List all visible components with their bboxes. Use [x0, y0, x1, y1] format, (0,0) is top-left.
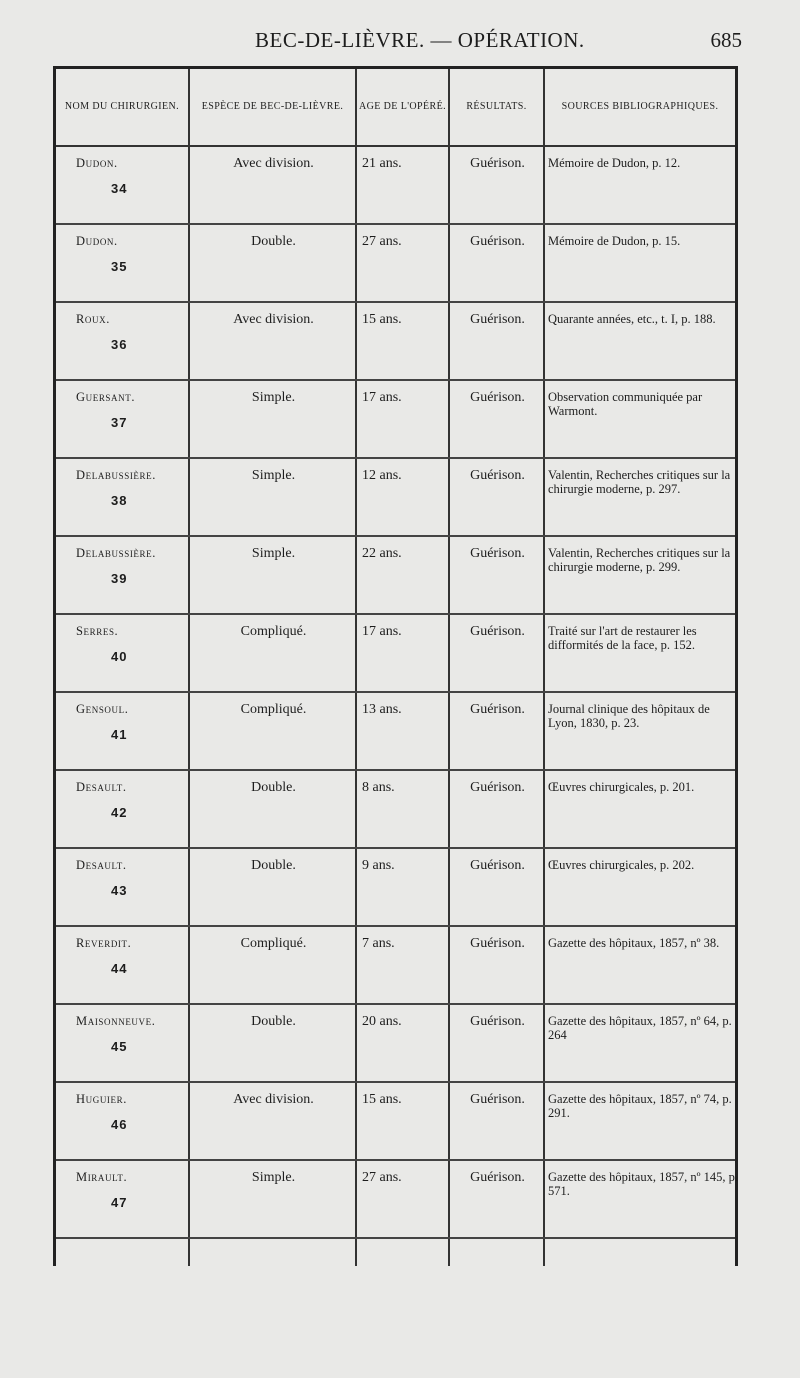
result: Guérison.: [470, 546, 525, 561]
result: Guérison.: [470, 390, 525, 405]
bibliographic-source: Traité sur l'art de restaurer les difformités de la face, p. 152.: [548, 624, 697, 652]
result: Guérison.: [470, 1092, 525, 1107]
patient-age: 7 ans.: [362, 936, 395, 951]
table-row: [56, 303, 735, 381]
case-number: 41: [111, 727, 128, 742]
header-species: ESPÈCE DE BEC-DE-LIÈVRE.: [201, 100, 344, 112]
surgeon-name: Gensoul.: [76, 702, 129, 716]
surgeon-name: Reverdit.: [76, 936, 132, 950]
table-row: [56, 927, 735, 1005]
surgeon-name: Maisonneuve.: [76, 1014, 156, 1028]
table-header: [56, 69, 735, 147]
surgeon-name: Huguier.: [76, 1092, 127, 1106]
case-number: 45: [111, 1039, 128, 1054]
running-title: BEC-DE-LIÈVRE. — OPÉRATION.: [255, 28, 585, 52]
patient-age: 21 ans.: [362, 156, 402, 171]
case-number: 38: [111, 493, 128, 508]
patient-age: 22 ans.: [362, 546, 402, 561]
case-number: 36: [111, 337, 128, 352]
patient-age: 20 ans.: [362, 1014, 402, 1029]
surgeon-name: Mirault.: [76, 1170, 128, 1184]
patient-age: 8 ans.: [362, 780, 395, 795]
result: Guérison.: [470, 156, 525, 171]
surgeon-name: Dudon.: [76, 156, 118, 170]
surgeon-name: Delabussière.: [76, 468, 156, 482]
case-number: 42: [111, 805, 128, 820]
result: Guérison.: [470, 312, 525, 327]
bibliographic-source: Mémoire de Dudon, p. 15.: [548, 234, 681, 248]
page-header: [0, 28, 800, 58]
table-row: [56, 615, 735, 693]
page-number: 685: [710, 28, 742, 52]
lip-type: Compliqué.: [240, 624, 307, 639]
case-number: 43: [111, 883, 128, 898]
lip-type: Double.: [251, 234, 296, 249]
case-number: 34: [111, 181, 128, 196]
result: Guérison.: [470, 1014, 525, 1029]
table-row: [56, 849, 735, 927]
case-number: 44: [111, 961, 128, 976]
lip-type: Simple.: [251, 390, 296, 405]
bibliographic-source: Gazette des hôpitaux, 1857, nº 64, p. 264: [548, 1014, 732, 1042]
lip-type: Double.: [251, 1014, 296, 1029]
result: Guérison.: [470, 936, 525, 951]
case-number: 46: [111, 1117, 128, 1132]
surgeon-name: Guersant.: [76, 390, 136, 404]
result: Guérison.: [470, 468, 525, 483]
patient-age: 27 ans.: [362, 234, 402, 249]
case-number: 37: [111, 415, 128, 430]
lip-type: Compliqué.: [240, 702, 307, 717]
lip-type: Avec division.: [233, 156, 314, 171]
table-row: [56, 537, 735, 615]
surgeon-name: Dudon.: [76, 234, 118, 248]
table-row: [56, 1005, 735, 1083]
patient-age: 12 ans.: [362, 468, 402, 483]
header-results: RÉSULTATS.: [466, 100, 527, 112]
table-row: [56, 381, 735, 459]
bibliographic-source: Valentin, Recherches critiques sur la chirurgie moderne, p. 299.: [548, 546, 731, 574]
header-age: AGE DE L'OPÉRÉ.: [359, 100, 446, 112]
surgeon-name: Desault.: [76, 780, 127, 794]
result: Guérison.: [470, 780, 525, 795]
row-divider: [56, 1237, 735, 1239]
case-number: 35: [111, 259, 128, 274]
patient-age: 15 ans.: [362, 1092, 402, 1107]
bibliographic-source: Œuvres chirurgicales, p. 202.: [548, 858, 695, 872]
patient-age: 27 ans.: [362, 1170, 402, 1185]
surgery-table: [53, 66, 738, 1266]
case-number: 47: [111, 1195, 128, 1210]
bibliographic-source: Gazette des hôpitaux, 1857, nº 145, p. 571.: [548, 1170, 738, 1198]
result: Guérison.: [470, 624, 525, 639]
header-surgeon: NOM DU CHIRURGIEN.: [64, 100, 180, 112]
table-row: [56, 771, 735, 849]
bibliographic-source: Quarante années, etc., t. I, p. 188.: [548, 312, 716, 326]
bibliographic-source: Journal clinique des hôpitaux de Lyon, 1830, p. 23.: [548, 702, 710, 730]
bibliographic-source: Gazette des hôpitaux, 1857, nº 74, p. 291.: [548, 1092, 732, 1120]
case-number: 40: [111, 649, 128, 664]
lip-type: Double.: [251, 780, 296, 795]
bibliographic-source: Œuvres chirurgicales, p. 201.: [548, 780, 695, 794]
patient-age: 13 ans.: [362, 702, 402, 717]
patient-age: 15 ans.: [362, 312, 402, 327]
case-number: 39: [111, 571, 128, 586]
result: Guérison.: [470, 234, 525, 249]
bibliographic-source: Gazette des hôpitaux, 1857, nº 38.: [548, 936, 720, 950]
lip-type: Double.: [251, 858, 296, 873]
bibliographic-source: Observation communiquée par Warmont.: [548, 390, 703, 418]
lip-type: Simple.: [251, 546, 296, 561]
table-row: [56, 1083, 735, 1161]
lip-type: Simple.: [251, 1170, 296, 1185]
surgeon-name: Delabussière.: [76, 546, 156, 560]
bibliographic-source: Valentin, Recherches critiques sur la chirurgie moderne, p. 297.: [548, 468, 731, 496]
patient-age: 17 ans.: [362, 390, 402, 405]
surgeon-name: Serres.: [76, 624, 119, 638]
bibliographic-source: Mémoire de Dudon, p. 12.: [548, 156, 681, 170]
result: Guérison.: [470, 1170, 525, 1185]
patient-age: 9 ans.: [362, 858, 395, 873]
table-row: [56, 459, 735, 537]
surgeon-name: Roux.: [76, 312, 110, 326]
table-row: [56, 693, 735, 771]
lip-type: Compliqué.: [240, 936, 307, 951]
table-row: [56, 225, 735, 303]
lip-type: Avec division.: [233, 1092, 314, 1107]
lip-type: Simple.: [251, 468, 296, 483]
table-row: [56, 147, 735, 225]
header-sources: SOURCES BIBLIOGRAPHIQUES.: [561, 100, 719, 112]
result: Guérison.: [470, 858, 525, 873]
patient-age: 17 ans.: [362, 624, 402, 639]
lip-type: Avec division.: [233, 312, 314, 327]
surgeon-name: Desault.: [76, 858, 127, 872]
result: Guérison.: [470, 702, 525, 717]
table-row: [56, 1161, 738, 1239]
